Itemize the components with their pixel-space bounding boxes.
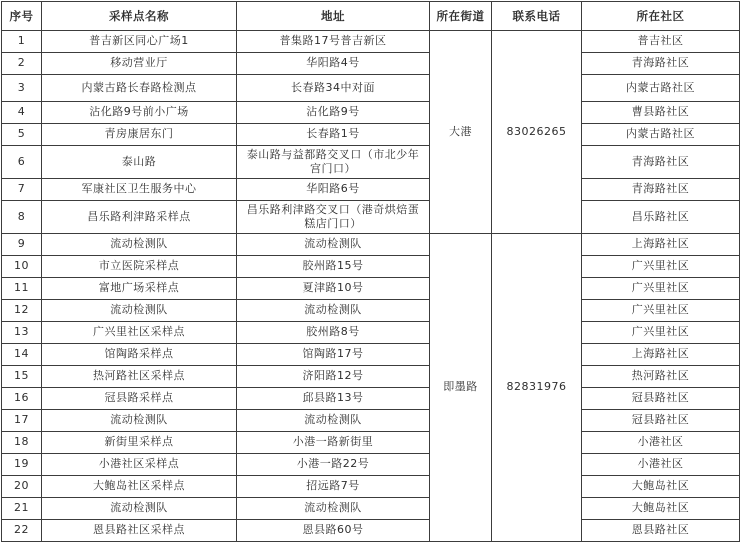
cell-street: 即墨路 [430,234,492,542]
col-header-no: 序号 [2,2,42,31]
table-row [2,520,740,542]
table-row [2,234,740,256]
table-row [2,432,740,454]
col-header-name: 采样点名称 [42,2,237,31]
cell-community: 大鲍岛社区 [582,476,740,498]
cell-address: 长春路34中对面 [237,75,430,102]
table-row [2,300,740,322]
cell-address: 普集路17号普吉新区 [237,31,430,53]
cell-site-name: 富地广场采样点 [42,278,237,300]
cell-address: 小港一路新街里 [237,432,430,454]
cell-no: 14 [2,344,42,366]
cell-community: 青海路社区 [582,146,740,179]
table-row [2,454,740,476]
cell-no: 3 [2,75,42,102]
cell-community: 广兴里社区 [582,256,740,278]
table-row [2,410,740,432]
cell-site-name: 内蒙古路长春路检测点 [42,75,237,102]
cell-community: 小港社区 [582,432,740,454]
cell-community: 上海路社区 [582,344,740,366]
cell-community: 上海路社区 [582,234,740,256]
cell-no: 20 [2,476,42,498]
cell-site-name: 沾化路9号前小广场 [42,102,237,124]
table-row [2,31,740,53]
table-row [2,366,740,388]
cell-phone: 82831976 [492,234,582,542]
cell-site-name: 冠县路采样点 [42,388,237,410]
cell-address: 邱县路13号 [237,388,430,410]
cell-community: 青海路社区 [582,179,740,201]
cell-address: 长春路1号 [237,124,430,146]
cell-no: 13 [2,322,42,344]
cell-site-name: 小港社区采样点 [42,454,237,476]
cell-no: 15 [2,366,42,388]
cell-address: 恩县路60号 [237,520,430,542]
table-header-row [2,2,740,31]
cell-site-name: 热河路社区采样点 [42,366,237,388]
cell-no: 12 [2,300,42,322]
cell-site-name: 移动营业厅 [42,53,237,75]
cell-site-name: 恩县路社区采样点 [42,520,237,542]
col-header-community: 所在社区 [582,2,740,31]
cell-site-name: 大鲍岛社区采样点 [42,476,237,498]
cell-site-name: 新街里采样点 [42,432,237,454]
cell-address: 济阳路12号 [237,366,430,388]
cell-address: 胶州路8号 [237,322,430,344]
cell-no: 9 [2,234,42,256]
cell-community: 曹县路社区 [582,102,740,124]
cell-no: 22 [2,520,42,542]
cell-address: 流动检测队 [237,234,430,256]
cell-community: 广兴里社区 [582,322,740,344]
cell-no: 19 [2,454,42,476]
cell-community: 昌乐路社区 [582,201,740,234]
sampling-sites-table [1,1,740,542]
cell-community: 小港社区 [582,454,740,476]
table-row [2,102,740,124]
col-header-phone: 联系电话 [492,2,582,31]
cell-address: 夏津路10号 [237,278,430,300]
cell-no: 5 [2,124,42,146]
cell-community: 普吉社区 [582,31,740,53]
table-row [2,75,740,102]
cell-community: 冠县路社区 [582,388,740,410]
cell-community: 恩县路社区 [582,520,740,542]
cell-no: 8 [2,201,42,234]
cell-no: 11 [2,278,42,300]
cell-site-name: 普吉新区同心广场1 [42,31,237,53]
cell-address: 泰山路与益都路交叉口（市北少年宫门口） [237,146,430,179]
cell-address: 华阳路6号 [237,179,430,201]
table-row [2,498,740,520]
cell-site-name: 流动检测队 [42,498,237,520]
cell-community: 青海路社区 [582,53,740,75]
cell-community: 大鲍岛社区 [582,498,740,520]
cell-site-name: 泰山路 [42,146,237,179]
cell-address: 沾化路9号 [237,102,430,124]
cell-no: 18 [2,432,42,454]
cell-address: 流动检测队 [237,498,430,520]
cell-address: 胶州路15号 [237,256,430,278]
table-row [2,53,740,75]
cell-address: 昌乐路利津路交叉口（港奇烘焙蛋糕店门口） [237,201,430,234]
cell-no: 2 [2,53,42,75]
table-row [2,201,740,234]
cell-community: 热河路社区 [582,366,740,388]
table-row [2,256,740,278]
cell-site-name: 昌乐路利津路采样点 [42,201,237,234]
cell-community: 广兴里社区 [582,300,740,322]
cell-community: 内蒙古路社区 [582,75,740,102]
cell-no: 4 [2,102,42,124]
cell-site-name: 广兴里社区采样点 [42,322,237,344]
cell-no: 10 [2,256,42,278]
cell-no: 1 [2,31,42,53]
cell-community: 冠县路社区 [582,410,740,432]
col-header-address: 地址 [237,2,430,31]
cell-site-name: 市立医院采样点 [42,256,237,278]
cell-community: 内蒙古路社区 [582,124,740,146]
table-row [2,344,740,366]
cell-address: 馆陶路17号 [237,344,430,366]
cell-site-name: 流动检测队 [42,300,237,322]
table-row [2,388,740,410]
cell-no: 16 [2,388,42,410]
cell-site-name: 流动检测队 [42,234,237,256]
cell-address: 招远路7号 [237,476,430,498]
cell-no: 6 [2,146,42,179]
cell-site-name: 青房康居东门 [42,124,237,146]
cell-phone: 83026265 [492,31,582,234]
cell-address: 华阳路4号 [237,53,430,75]
cell-site-name: 军康社区卫生服务中心 [42,179,237,201]
cell-no: 21 [2,498,42,520]
cell-no: 17 [2,410,42,432]
table-row [2,278,740,300]
cell-no: 7 [2,179,42,201]
cell-address: 流动检测队 [237,300,430,322]
cell-community: 广兴里社区 [582,278,740,300]
table-row [2,322,740,344]
table-row [2,476,740,498]
cell-site-name: 馆陶路采样点 [42,344,237,366]
table-row [2,179,740,201]
cell-site-name: 流动检测队 [42,410,237,432]
col-header-street: 所在街道 [430,2,492,31]
cell-address: 小港一路22号 [237,454,430,476]
cell-street: 大港 [430,31,492,234]
cell-address: 流动检测队 [237,410,430,432]
table-row [2,146,740,179]
table-row [2,124,740,146]
